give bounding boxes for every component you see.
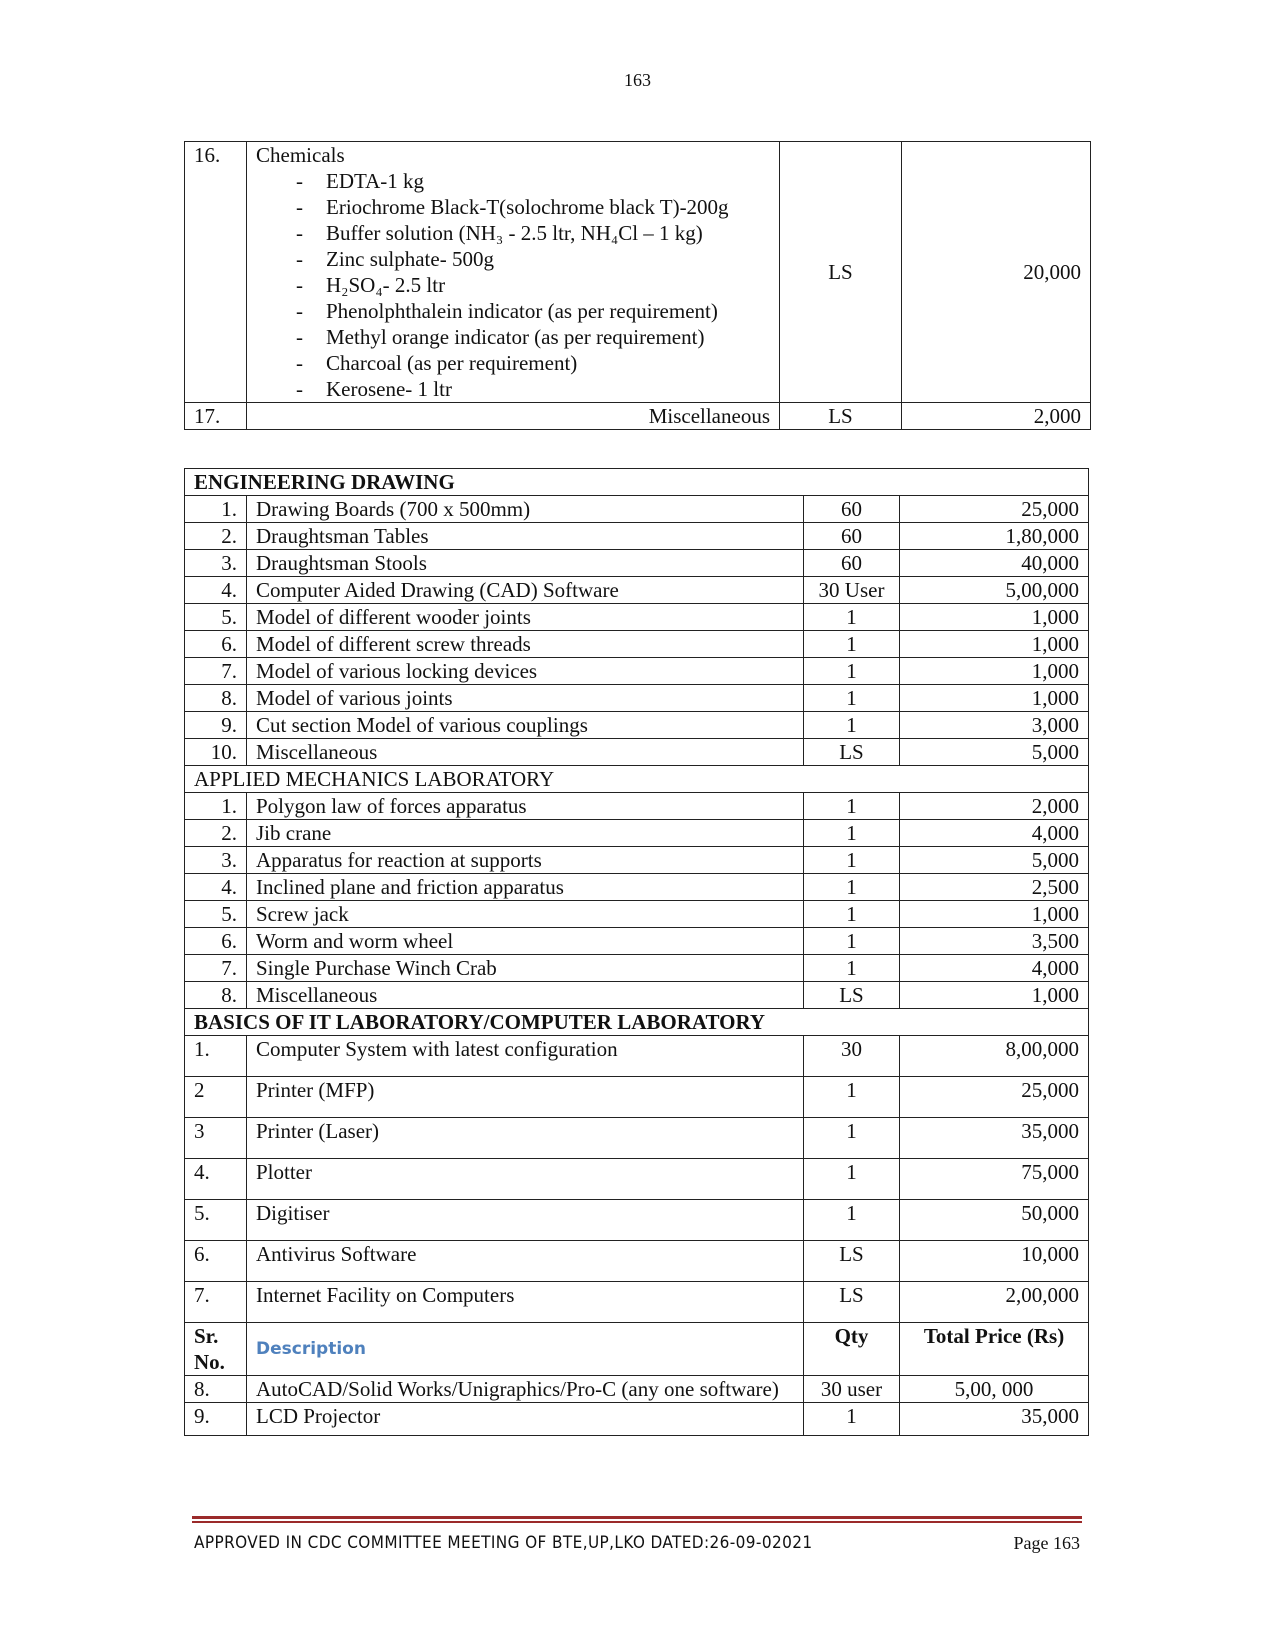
price-cell: 1,000: [900, 982, 1089, 1009]
description-cell: Model of various locking devices: [247, 658, 804, 685]
sr-cell: 4.: [185, 577, 247, 604]
page-number-top: 163: [624, 70, 651, 90]
sr-cell: 8.: [185, 685, 247, 712]
price-cell: 2,500: [900, 874, 1089, 901]
qty-cell: 1: [804, 1077, 900, 1118]
qty-cell: 1: [804, 820, 900, 847]
qty-cell: 1: [804, 874, 900, 901]
description-cell: Model of different screw threads: [247, 631, 804, 658]
sr-cell: 7.: [185, 955, 247, 982]
qty-cell: 30 user: [804, 1376, 900, 1403]
chemicals-table: [184, 141, 1091, 430]
description-cell: Polygon law of forces apparatus: [247, 793, 804, 820]
qty-cell: LS: [780, 142, 902, 403]
chemicals-list: [256, 168, 770, 402]
section-heading: ENGINEERING DRAWING: [185, 469, 1089, 496]
price-cell: 1,000: [900, 901, 1089, 928]
sr-cell: 1.: [185, 496, 247, 523]
price-cell: 25,000: [900, 496, 1089, 523]
sr-cell: 6.: [185, 928, 247, 955]
qty-cell: 1: [804, 685, 900, 712]
sr-cell: 16.: [185, 142, 247, 403]
table-row: [185, 982, 1089, 1009]
table-row: [185, 1036, 1089, 1077]
qty-cell: 60: [804, 523, 900, 550]
sr-cell: 1.: [185, 793, 247, 820]
sr-cell: 17.: [185, 403, 247, 430]
qty-cell: 1: [804, 604, 900, 631]
footer-page-number: Page 163: [1013, 1533, 1080, 1553]
sr-cell: 5.: [185, 604, 247, 631]
description-cell: Single Purchase Winch Crab: [247, 955, 804, 982]
equipment-table: [184, 468, 1089, 1436]
section-heading-row: [185, 469, 1089, 496]
price-cell: 25,000: [900, 1077, 1089, 1118]
description-cell: Antivirus Software: [247, 1241, 804, 1282]
header-qty: Qty: [804, 1323, 900, 1376]
list-item: - Charcoal (as per requirement): [296, 350, 770, 376]
description-cell: Miscellaneous: [247, 403, 780, 430]
sr-cell: 2: [185, 1077, 247, 1118]
price-cell: 2,000: [900, 793, 1089, 820]
table-row: [185, 901, 1089, 928]
table-row: [185, 928, 1089, 955]
sr-cell: 7.: [185, 1282, 247, 1323]
table-row: [185, 1282, 1089, 1323]
table-row: [185, 403, 1091, 430]
header-total-price: Total Price (Rs): [900, 1323, 1089, 1376]
table-row: [185, 577, 1089, 604]
sr-cell: 6.: [185, 631, 247, 658]
header-description: Description: [247, 1323, 804, 1376]
description-cell: AutoCAD/Solid Works/Unigraphics/Pro-C (any one software): [247, 1376, 804, 1403]
list-item: - Kerosene- 1 ltr: [296, 376, 770, 402]
description-cell: Drawing Boards (700 x 500mm): [247, 496, 804, 523]
table-row: [185, 604, 1089, 631]
price-cell: 3,000: [900, 712, 1089, 739]
section-heading: APPLIED MECHANICS LABORATORY: [185, 766, 1089, 793]
description-cell: Miscellaneous: [247, 739, 804, 766]
table-row: [185, 1403, 1089, 1436]
table-row: [185, 1200, 1089, 1241]
qty-cell: 60: [804, 550, 900, 577]
qty-cell: 1: [804, 1159, 900, 1200]
price-cell: 1,000: [900, 604, 1089, 631]
description-cell: Digitiser: [247, 1200, 804, 1241]
table-row: [185, 1241, 1089, 1282]
table-row: [185, 658, 1089, 685]
price-cell: 1,000: [900, 658, 1089, 685]
list-item: - H₂SO₄- 2.5 ltr: [296, 272, 770, 298]
table-row: [185, 550, 1089, 577]
table-row: [185, 739, 1089, 766]
description-cell: Model of different wooder joints: [247, 604, 804, 631]
qty-cell: 1: [804, 1403, 900, 1436]
price-cell: 20,000: [902, 142, 1091, 403]
table-row: [185, 523, 1089, 550]
qty-cell: 60: [804, 496, 900, 523]
qty-cell: 1: [804, 631, 900, 658]
price-cell: 1,000: [900, 685, 1089, 712]
qty-cell: LS: [804, 739, 900, 766]
qty-cell: 30: [804, 1036, 900, 1077]
list-item: - Zinc sulphate- 500g: [296, 246, 770, 272]
description-cell: Computer System with latest configuration: [247, 1036, 804, 1077]
description-cell: Model of various joints: [247, 685, 804, 712]
price-cell: 4,000: [900, 820, 1089, 847]
sr-cell: 10.: [185, 739, 247, 766]
table-row: [185, 496, 1089, 523]
price-cell: 10,000: [900, 1241, 1089, 1282]
table-row: [185, 685, 1089, 712]
table-header-row: [185, 1323, 1089, 1376]
footer-rule: [192, 1516, 1082, 1519]
price-cell: 2,000: [902, 403, 1091, 430]
price-cell: 4,000: [900, 955, 1089, 982]
footer-approval-text: APPROVED IN CDC COMMITTEE MEETING OF BTE,UP,LKO DATED:26-09-02021: [194, 1533, 813, 1553]
qty-cell: 1: [804, 955, 900, 982]
sr-cell: 3.: [185, 847, 247, 874]
table-row: [185, 874, 1089, 901]
description-cell: Cut section Model of various couplings: [247, 712, 804, 739]
sr-cell: 7.: [185, 658, 247, 685]
price-cell: 8,00,000: [900, 1036, 1089, 1077]
list-item: - Phenolphthalein indicator (as per requirement): [296, 298, 770, 324]
price-cell: 35,000: [900, 1403, 1089, 1436]
qty-cell: 1: [804, 658, 900, 685]
qty-cell: 1: [804, 1200, 900, 1241]
sr-cell: 9.: [185, 1403, 247, 1436]
sr-cell: 3: [185, 1118, 247, 1159]
qty-cell: LS: [804, 1282, 900, 1323]
header-sr-no: Sr. No.: [185, 1323, 247, 1376]
price-cell: 75,000: [900, 1159, 1089, 1200]
sr-cell: 4.: [185, 1159, 247, 1200]
qty-cell: LS: [804, 1241, 900, 1282]
list-item: - Methyl orange indicator (as per requirement): [296, 324, 770, 350]
description-cell: Printer (MFP): [247, 1077, 804, 1118]
description-cell: Inclined plane and friction apparatus: [247, 874, 804, 901]
sr-cell: 2.: [185, 820, 247, 847]
qty-cell: LS: [780, 403, 902, 430]
section-heading-row: [185, 1009, 1089, 1036]
price-cell: 2,00,000: [900, 1282, 1089, 1323]
description-cell: [247, 142, 780, 403]
chemicals-title: Chemicals: [256, 143, 345, 167]
qty-cell: 1: [804, 793, 900, 820]
table-row: [185, 793, 1089, 820]
description-cell: Internet Facility on Computers: [247, 1282, 804, 1323]
section-heading: BASICS OF IT LABORATORY/COMPUTER LABORATORY: [185, 1009, 1089, 1036]
price-cell: 5,000: [900, 847, 1089, 874]
qty-cell: 1: [804, 1118, 900, 1159]
table-row: [185, 1376, 1089, 1403]
description-cell: Plotter: [247, 1159, 804, 1200]
qty-cell: 1: [804, 928, 900, 955]
table-row: [185, 820, 1089, 847]
sr-cell: 3.: [185, 550, 247, 577]
description-cell: Draughtsman Stools: [247, 550, 804, 577]
description-cell: Worm and worm wheel: [247, 928, 804, 955]
table-row: [185, 1077, 1089, 1118]
table-row: [185, 142, 1091, 403]
description-cell: Miscellaneous: [247, 982, 804, 1009]
price-cell: 3,500: [900, 928, 1089, 955]
price-cell: 50,000: [900, 1200, 1089, 1241]
sr-cell: 6.: [185, 1241, 247, 1282]
qty-cell: 1: [804, 847, 900, 874]
description-cell: Printer (Laser): [247, 1118, 804, 1159]
table-row: [185, 712, 1089, 739]
list-item: - Buffer solution (NH₃ - 2.5 ltr, NH₄Cl – 1 kg): [296, 220, 770, 246]
price-cell: 1,80,000: [900, 523, 1089, 550]
sr-cell: 5.: [185, 1200, 247, 1241]
list-item: - Eriochrome Black-T(solochrome black T)-200g: [296, 194, 770, 220]
sr-cell: 2.: [185, 523, 247, 550]
description-cell: Computer Aided Drawing (CAD) Software: [247, 577, 804, 604]
sr-cell: 8.: [185, 1376, 247, 1403]
section-heading-row: [185, 766, 1089, 793]
price-cell: 35,000: [900, 1118, 1089, 1159]
sr-cell: 1.: [185, 1036, 247, 1077]
table-row: [185, 1159, 1089, 1200]
sr-cell: 4.: [185, 874, 247, 901]
description-cell: Jib crane: [247, 820, 804, 847]
qty-cell: 30 User: [804, 577, 900, 604]
price-cell: 40,000: [900, 550, 1089, 577]
price-cell: 1,000: [900, 631, 1089, 658]
description-cell: LCD Projector: [247, 1403, 804, 1436]
table-row: [185, 1118, 1089, 1159]
price-cell: 5,000: [900, 739, 1089, 766]
description-cell: Draughtsman Tables: [247, 523, 804, 550]
table-row: [185, 847, 1089, 874]
sr-cell: 5.: [185, 901, 247, 928]
description-cell: Screw jack: [247, 901, 804, 928]
qty-cell: 1: [804, 712, 900, 739]
description-cell: Apparatus for reaction at supports: [247, 847, 804, 874]
price-cell: 5,00, 000: [900, 1376, 1089, 1403]
price-cell: 5,00,000: [900, 577, 1089, 604]
table-row: [185, 631, 1089, 658]
footer-rule-thin: [192, 1521, 1082, 1523]
list-item: - EDTA-1 kg: [296, 168, 770, 194]
qty-cell: LS: [804, 982, 900, 1009]
qty-cell: 1: [804, 901, 900, 928]
table-row: [185, 955, 1089, 982]
sr-cell: 9.: [185, 712, 247, 739]
sr-cell: 8.: [185, 982, 247, 1009]
